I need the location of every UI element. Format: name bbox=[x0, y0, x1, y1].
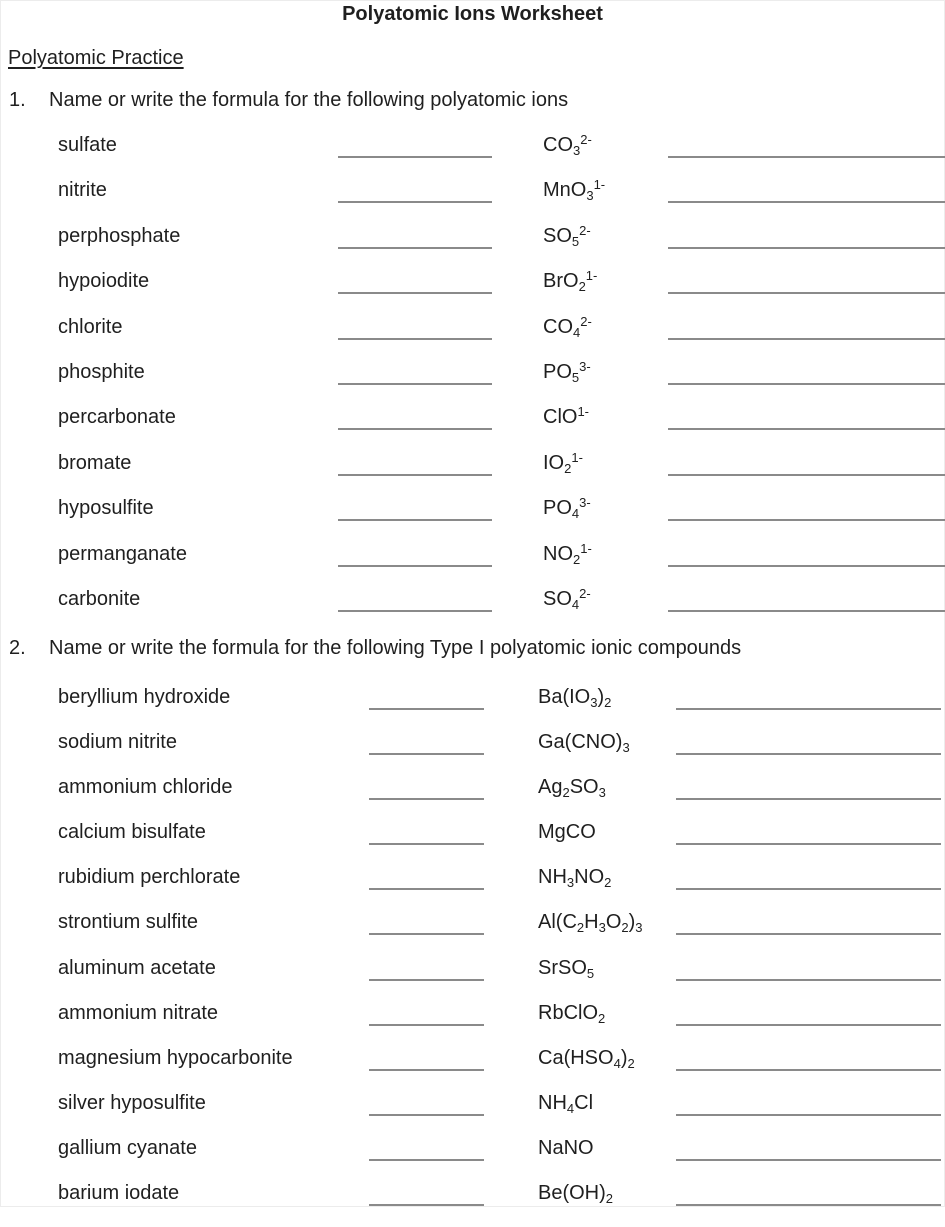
worksheet-row bbox=[1, 866, 945, 911]
ion-formula-label bbox=[538, 1182, 614, 1207]
formula-text: CO bbox=[543, 315, 573, 338]
practice-heading: Polyatomic Practice bbox=[8, 47, 184, 69]
ion-formula-label bbox=[543, 313, 592, 340]
answer-blank-for-name bbox=[369, 732, 484, 755]
ion-formula-label bbox=[543, 268, 598, 295]
answer-blank-for-formula bbox=[676, 732, 941, 755]
answer-blank-for-name bbox=[338, 271, 492, 294]
ion-name-label: bromate bbox=[58, 451, 132, 474]
question-2-number: 2. bbox=[9, 637, 26, 659]
ion-name-label: sodium nitrite bbox=[58, 731, 177, 754]
formula-subscript: 4 bbox=[613, 1055, 621, 1071]
ion-name-label: rubidium perchlorate bbox=[58, 866, 241, 889]
answer-blank-for-formula bbox=[676, 1183, 941, 1206]
formula-subscript: 4 bbox=[571, 506, 580, 522]
worksheet-row bbox=[1, 1137, 945, 1182]
formula-text: SO bbox=[543, 224, 572, 247]
formula-subscript: 2 bbox=[621, 920, 629, 936]
ion-name-label: silver hyposulfite bbox=[58, 1091, 206, 1114]
ion-name-label: nitrite bbox=[58, 179, 107, 202]
answer-blank-for-name bbox=[369, 867, 484, 890]
ion-name-label: gallium cyanate bbox=[58, 1136, 197, 1159]
answer-blank-for-name bbox=[369, 958, 484, 981]
formula-text: Ga(CNO) bbox=[538, 731, 623, 754]
worksheet-row bbox=[1, 585, 945, 633]
ion-name-label: sulfate bbox=[58, 134, 117, 156]
question-2-prompt: Name or write the formula for the following Type I polyatomic ionic compounds bbox=[49, 637, 742, 659]
formula-supscript: 1- bbox=[571, 449, 583, 465]
formula-text: SO bbox=[569, 776, 599, 799]
ion-formula-label bbox=[543, 540, 592, 567]
ion-formula-label bbox=[543, 406, 589, 428]
answer-blank-for-formula bbox=[668, 135, 945, 158]
question-1-number: 1. bbox=[9, 89, 26, 111]
formula-supscript: 2- bbox=[580, 313, 592, 329]
answer-blank-for-formula bbox=[676, 1138, 941, 1161]
ion-formula-label bbox=[538, 821, 596, 843]
formula-text: BrO bbox=[543, 270, 579, 293]
formula-subscript: 2 bbox=[578, 279, 586, 295]
question-1-prompt: Name or write the formula for the following polyatomic ions bbox=[49, 89, 569, 111]
worksheet-row bbox=[1, 406, 945, 451]
formula-text: Cl bbox=[574, 1091, 594, 1114]
ion-formula-label bbox=[538, 1092, 593, 1114]
formula-text: O bbox=[605, 911, 622, 934]
formula-subscript: 2 bbox=[605, 1191, 614, 1207]
answer-blank-for-name bbox=[338, 453, 492, 476]
formula-subscript: 3 bbox=[598, 920, 606, 936]
formula-text: RbClO bbox=[538, 1001, 599, 1024]
formula-subscript: 2 bbox=[576, 920, 585, 936]
worksheet-row bbox=[1, 911, 945, 956]
formula-text: NaNO bbox=[538, 1136, 594, 1159]
formula-text: ) bbox=[628, 911, 636, 934]
ion-name-label: magnesium hypocarbonite bbox=[58, 1046, 293, 1069]
formula-subscript: 3 bbox=[622, 740, 630, 756]
answer-blank-for-formula bbox=[668, 226, 945, 249]
worksheet-row bbox=[1, 821, 945, 866]
formula-text: Al(C bbox=[538, 911, 577, 934]
formula-subscript: 2 bbox=[573, 551, 581, 567]
formula-supscript: 1- bbox=[577, 404, 590, 420]
ion-name-label: beryllium hydroxide bbox=[58, 686, 231, 708]
formula-subscript: 3 bbox=[586, 188, 594, 204]
worksheet-row bbox=[1, 957, 945, 1002]
answer-blank-for-name bbox=[338, 407, 492, 430]
answer-blank-for-name bbox=[338, 180, 492, 203]
worksheet-row bbox=[1, 1182, 945, 1227]
formula-supscript: 1- bbox=[580, 540, 592, 556]
formula-subscript: 4 bbox=[566, 1100, 575, 1116]
formula-subscript: 3 bbox=[598, 785, 606, 801]
formula-subscript: 2 bbox=[604, 875, 612, 891]
formula-text: SrSO bbox=[538, 956, 587, 979]
formula-text: NH bbox=[538, 866, 567, 889]
ion-name-label: hyposulfite bbox=[58, 497, 154, 520]
formula-text: NO bbox=[543, 542, 573, 565]
ion-formula-label bbox=[543, 222, 591, 249]
formula-subscript: 3 bbox=[573, 143, 581, 158]
ion-name-label: ammonium nitrate bbox=[58, 1001, 219, 1024]
ion-name-label: permanganate bbox=[58, 542, 187, 565]
formula-text: CO bbox=[543, 134, 573, 156]
answer-blank-for-formula bbox=[668, 453, 945, 476]
formula-text: NO bbox=[574, 866, 605, 889]
ion-formula-label bbox=[543, 134, 592, 156]
formula-subscript: 3 bbox=[566, 875, 575, 891]
ion-formula-label bbox=[538, 911, 643, 936]
worksheet-row bbox=[1, 1002, 945, 1047]
worksheet-row bbox=[1, 1092, 945, 1137]
ion-formula-label bbox=[538, 1137, 594, 1159]
worksheet-row bbox=[1, 776, 945, 821]
ion-formula-label bbox=[543, 449, 583, 476]
ion-name-label: ammonium chloride bbox=[58, 776, 233, 799]
worksheet-row bbox=[1, 222, 945, 270]
formula-text: PO bbox=[543, 360, 572, 383]
formula-text: Be(OH) bbox=[538, 1182, 606, 1205]
formula-supscript: 2- bbox=[579, 222, 591, 238]
formula-subscript: 3 bbox=[635, 920, 643, 936]
ion-name-label: hypoiodite bbox=[58, 270, 150, 293]
worksheet-row bbox=[1, 134, 945, 179]
formula-subscript: 2 bbox=[627, 1055, 635, 1071]
worksheet-row bbox=[1, 179, 945, 224]
ion-name-label: chlorite bbox=[58, 315, 123, 338]
answer-blank-for-formula bbox=[676, 1003, 941, 1026]
formula-subscript: 4 bbox=[573, 324, 581, 340]
ion-formula-label bbox=[538, 957, 594, 979]
answer-blank-for-name bbox=[369, 912, 484, 935]
ion-formula-label bbox=[538, 686, 611, 708]
formula-supscript: 3- bbox=[579, 495, 591, 511]
worksheet-row bbox=[1, 313, 945, 361]
ion-formula-label bbox=[538, 731, 630, 756]
formula-text: NH bbox=[538, 1091, 567, 1114]
formula-supscript: 1- bbox=[585, 268, 598, 284]
answer-blank-for-formula bbox=[668, 271, 945, 294]
answer-blank-for-formula bbox=[676, 867, 941, 890]
formula-text: PO bbox=[543, 497, 572, 520]
ion-formula-label bbox=[538, 866, 612, 891]
formula-subscript: 4 bbox=[571, 596, 580, 612]
question-1-header bbox=[9, 89, 568, 111]
formula-text: ) bbox=[620, 1046, 628, 1069]
answer-blank-for-name bbox=[369, 822, 484, 845]
answer-blank-for-formula bbox=[676, 822, 941, 845]
answer-blank-for-name bbox=[338, 544, 492, 567]
formula-supscript: 1- bbox=[593, 177, 606, 193]
formula-supscript: 2- bbox=[579, 585, 591, 601]
ion-formula-label bbox=[543, 358, 591, 385]
answer-blank-for-formula bbox=[668, 544, 945, 567]
formula-subscript: 5 bbox=[571, 369, 580, 385]
answer-blank-for-formula bbox=[676, 687, 941, 710]
answer-blank-for-name bbox=[369, 687, 484, 710]
answer-blank-for-name bbox=[369, 1093, 484, 1116]
answer-blank-for-name bbox=[369, 1138, 484, 1161]
ion-formula-label bbox=[538, 776, 606, 801]
answer-blank-for-name bbox=[338, 317, 492, 340]
answer-blank-for-formula bbox=[668, 317, 945, 340]
formula-supscript: 3- bbox=[579, 358, 591, 374]
worksheet-row bbox=[1, 497, 945, 542]
answer-blank-for-formula bbox=[676, 1048, 941, 1071]
answer-blank-for-name bbox=[338, 362, 492, 385]
answer-blank-for-name bbox=[338, 498, 492, 521]
formula-subscript: 5 bbox=[571, 233, 580, 249]
ion-name-label: carbonite bbox=[58, 587, 141, 610]
answer-blank-for-formula bbox=[676, 777, 941, 800]
formula-subscript: 2 bbox=[562, 785, 570, 801]
answer-blank-for-name bbox=[369, 1048, 484, 1071]
question-2-rows bbox=[1, 686, 945, 1227]
formula-subscript: 2 bbox=[564, 460, 572, 476]
ion-name-label: aluminum acetate bbox=[58, 956, 216, 979]
answer-blank-for-formula bbox=[676, 1093, 941, 1116]
worksheet-row bbox=[1, 358, 945, 406]
answer-blank-for-name bbox=[338, 226, 492, 249]
worksheet-row bbox=[1, 270, 945, 315]
formula-subscript: 2 bbox=[598, 1010, 606, 1026]
ion-formula-label bbox=[543, 495, 591, 522]
answer-blank-for-name bbox=[369, 1003, 484, 1026]
formula-subscript: 3 bbox=[590, 695, 598, 710]
ion-name-label: calcium bisulfate bbox=[58, 821, 206, 844]
question-2-header bbox=[9, 637, 741, 659]
formula-text: MgCO bbox=[538, 821, 596, 844]
worksheet-row bbox=[1, 449, 945, 497]
formula-text: MnO bbox=[543, 179, 587, 202]
ion-name-label: strontium sulfite bbox=[58, 911, 199, 934]
answer-blank-for-name bbox=[369, 1183, 484, 1206]
formula-text: SO bbox=[543, 587, 572, 610]
question-1-rows bbox=[1, 134, 945, 633]
answer-blank-for-formula bbox=[668, 407, 945, 430]
answer-blank-for-formula bbox=[676, 958, 941, 981]
answer-blank-for-name bbox=[338, 589, 492, 612]
ion-name-label: phosphite bbox=[58, 360, 145, 383]
answer-blank-for-formula bbox=[668, 180, 945, 203]
answer-blank-for-name bbox=[369, 777, 484, 800]
formula-text: Ca(HSO bbox=[538, 1046, 614, 1069]
page-title: Polyatomic Ions Worksheet bbox=[342, 3, 603, 25]
formula-supscript: 2- bbox=[580, 132, 592, 147]
ion-formula-label bbox=[543, 585, 591, 612]
answer-blank-for-formula bbox=[668, 362, 945, 385]
answer-blank-for-formula bbox=[668, 498, 945, 521]
worksheet-row bbox=[1, 731, 945, 776]
formula-text: ) bbox=[597, 686, 605, 708]
formula-text: Ba(IO bbox=[538, 686, 591, 708]
ion-formula-label bbox=[538, 1002, 605, 1024]
answer-blank-for-formula bbox=[676, 912, 941, 935]
formula-text: ClO bbox=[543, 406, 578, 429]
formula-text: IO bbox=[543, 451, 565, 474]
worksheet-row bbox=[1, 686, 945, 731]
formula-subscript: 2 bbox=[604, 695, 612, 710]
formula-subscript: 5 bbox=[586, 965, 595, 981]
ion-name-label: perphosphate bbox=[58, 224, 181, 247]
formula-text: Ag bbox=[538, 776, 563, 799]
ion-name-label: barium iodate bbox=[58, 1182, 180, 1205]
answer-blank-for-name bbox=[338, 135, 492, 158]
worksheet-row bbox=[1, 540, 945, 588]
ion-formula-label bbox=[538, 1047, 635, 1069]
ion-formula-label bbox=[543, 177, 606, 204]
answer-blank-for-formula bbox=[668, 589, 945, 612]
worksheet-row bbox=[1, 1047, 945, 1092]
formula-text: H bbox=[584, 911, 599, 934]
ion-name-label: percarbonate bbox=[58, 406, 176, 429]
